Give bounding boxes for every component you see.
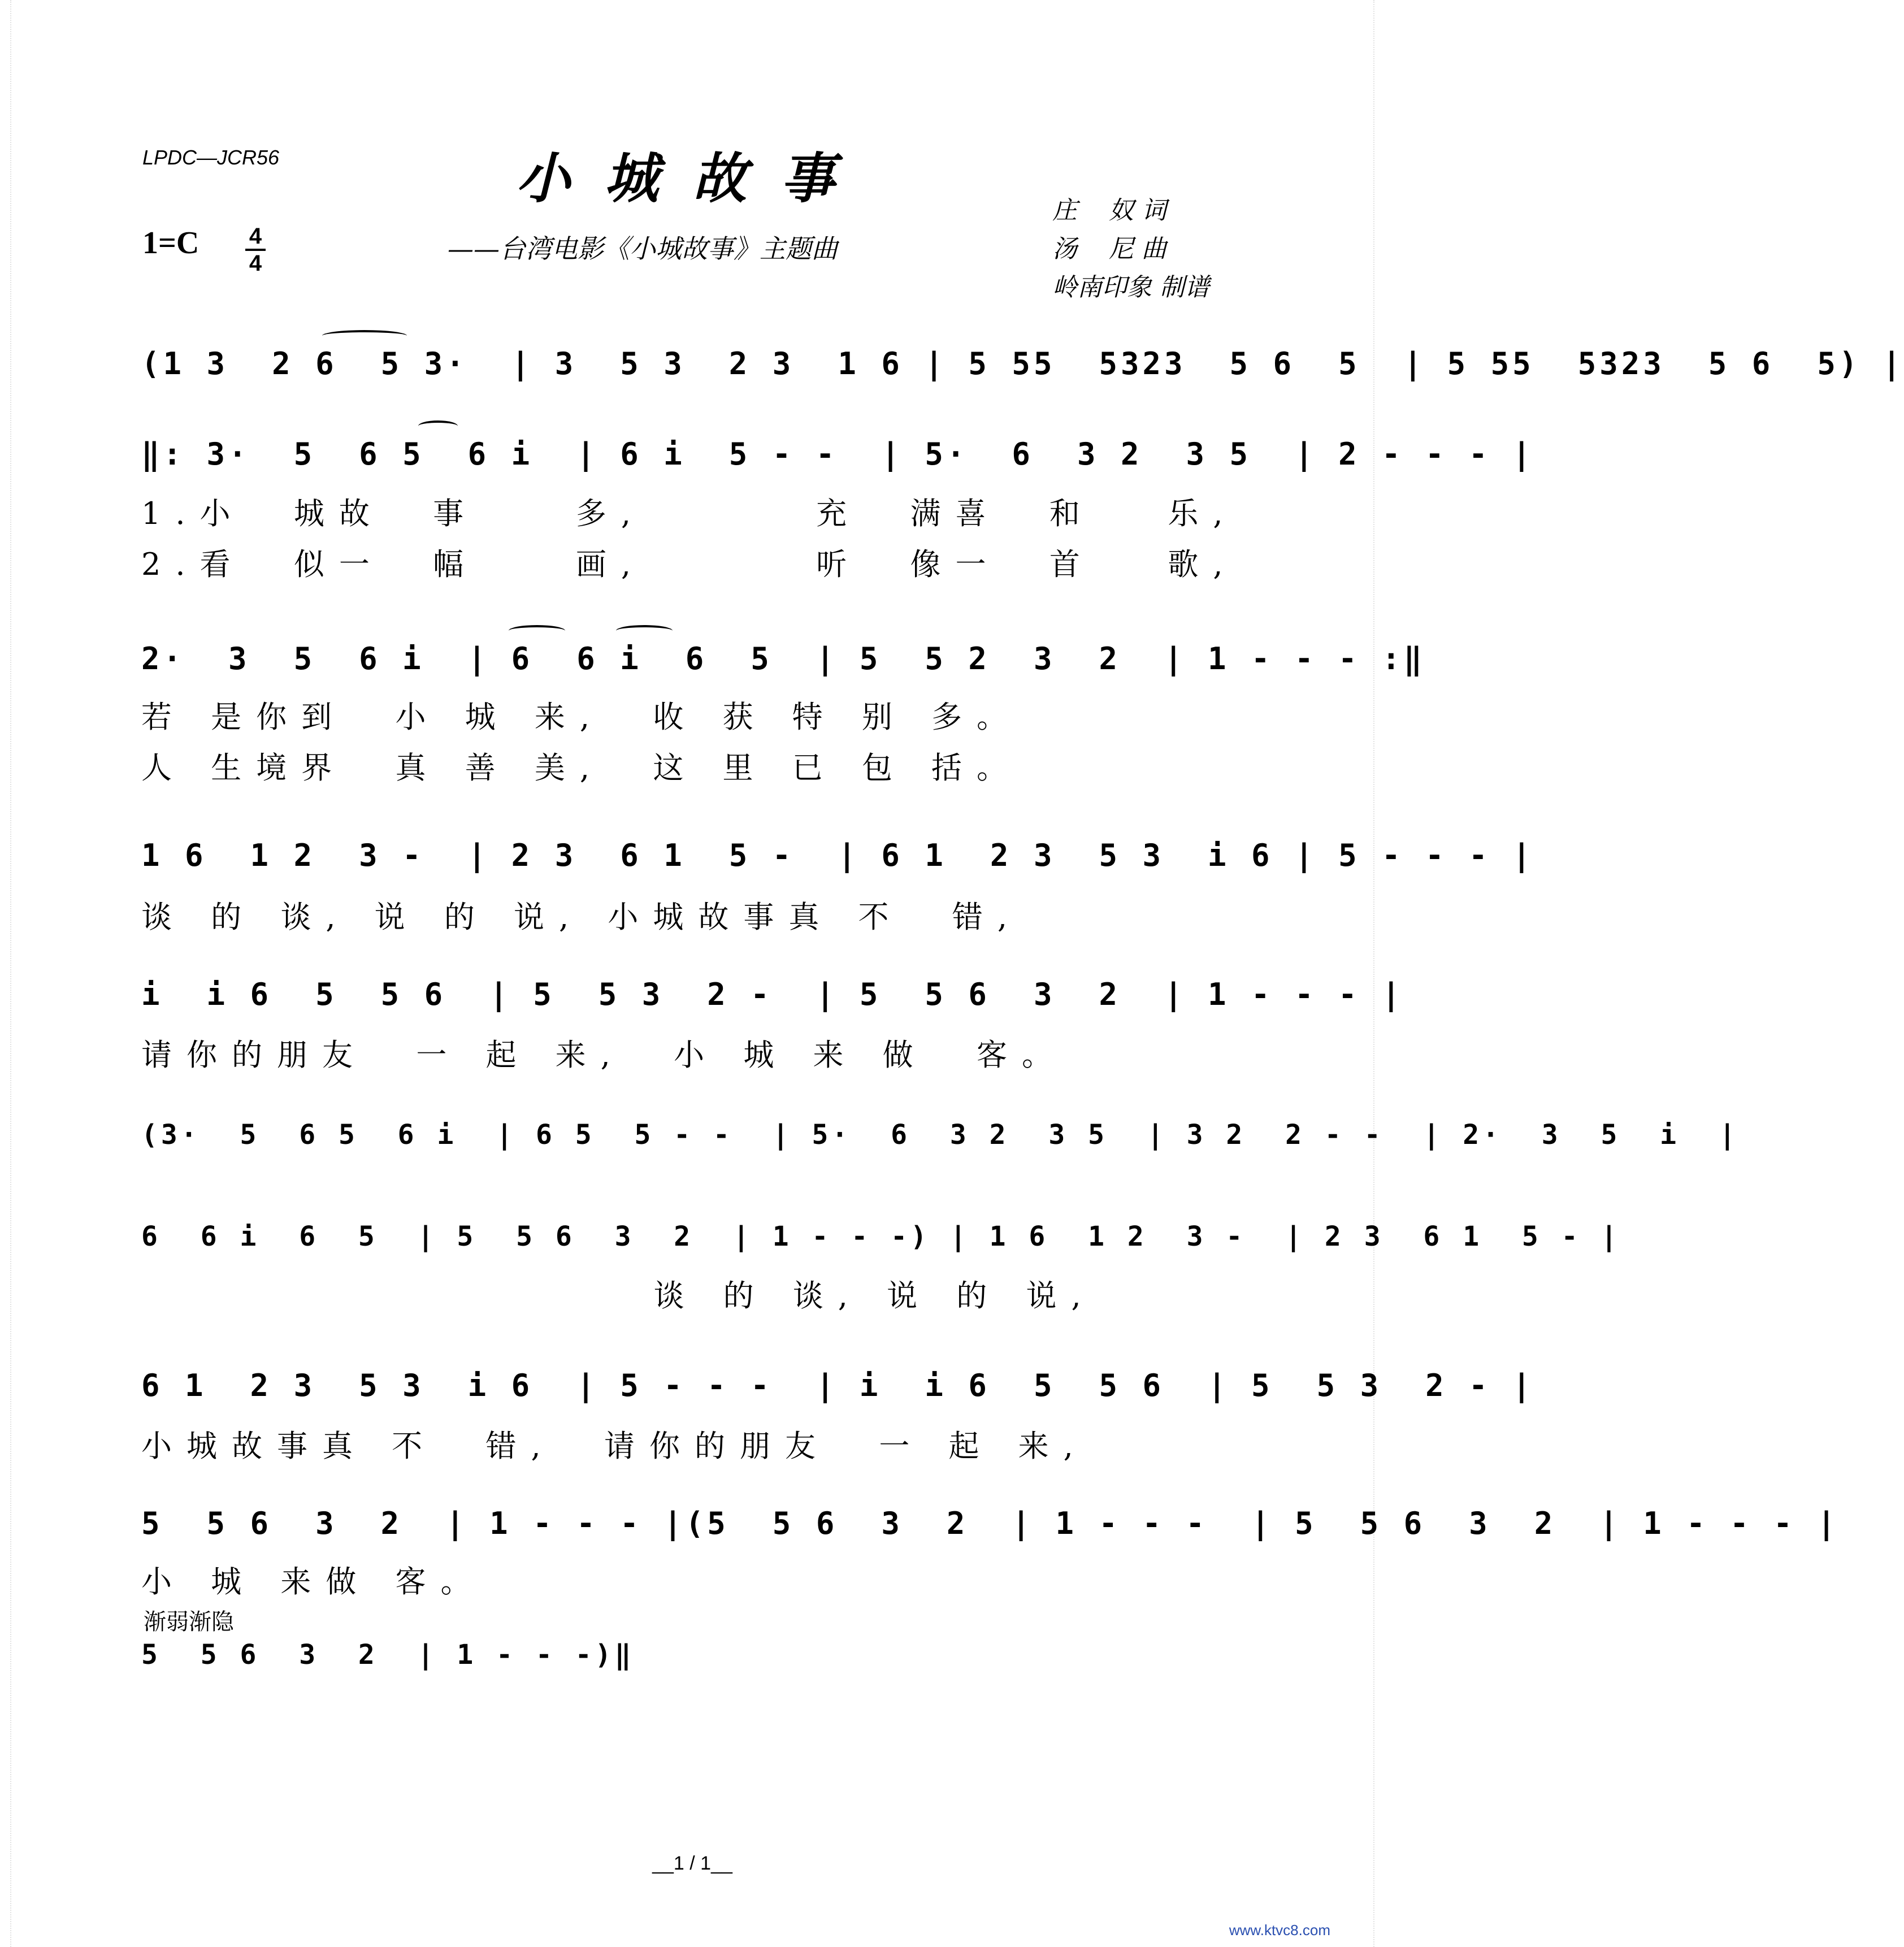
slur-mark [509, 625, 565, 636]
left-margin-strip [0, 0, 11, 1947]
score-system-6: (3· 5 6 5 6 i | 6 5 5 - - | 5· 6 3 2 3 5 | 3 2 2 - - | 2· 3 5 i | [141, 1119, 1739, 1151]
lyric-line-7: 谈 的 谈, 说 的 说, [141, 1278, 1096, 1313]
lyric-line-9: 小 城 来做 客。 [141, 1564, 486, 1599]
dynamics-marking: 渐弱渐隐 [144, 1609, 234, 1635]
slur-mark [322, 330, 407, 341]
slur-mark [418, 420, 458, 432]
lyric-line-3-verse-2: 人 生境界 真 善 美, 这 里 已 包 括。 [141, 750, 1022, 786]
score-system-1: (1 3 2 6 5 3· | 3 5 3 2 3 1 6 | 5 55 5323 5 6 5 | 5 55 5323 5 6 5) | [141, 346, 1904, 381]
composer-credit: 汤 尼 曲 [1052, 235, 1166, 263]
lyric-line-5: 请你的朋友 一 起 来, 小 城 来 做 客。 [141, 1037, 1067, 1073]
slur-mark [616, 625, 673, 636]
site-watermark: www.ktvc8.com [1229, 1922, 1330, 1939]
song-title: 小城故事 [516, 146, 869, 210]
time-signature-top: 4 [249, 224, 262, 249]
lyric-line-2-verse-2: 2.看 似一 幅 画, 听 像一 首 歌, [141, 547, 1238, 582]
score-system-8: 6 1 2 3 5 3 i 6 | 5 - - - | i i 6 5 5 6 | 5 5 3 2 - | [141, 1368, 1534, 1403]
score-system-7: 6 6 i 6 5 | 5 5 6 3 2 | 1 - - -) | 1 6 1 2 3 - | 2 3 6 1 5 - | [141, 1221, 1621, 1252]
lyric-line-4: 谈 的 谈, 说 的 说, 小城故事真 不 错, [141, 899, 1022, 935]
score-system-9: 5 5 6 3 2 | 1 - - - |(5 5 6 3 2 | 1 - - - | 5 5 6 3 2 | 1 - - - | [141, 1506, 1839, 1541]
score-code: LPDC—JCR56 [142, 146, 280, 169]
time-signature-bottom: 4 [249, 251, 262, 276]
score-system-3: 2· 3 5 6 i | 6 6 i 6 5 | 5 5 2 3 2 | 1 - - - :‖ [141, 641, 1426, 677]
score-system-5: i i 6 5 5 6 | 5 5 3 2 - | 5 5 6 3 2 | 1 - - - | [141, 977, 1404, 1012]
right-margin-strip [1373, 0, 1385, 1947]
key-signature: 1=C [142, 226, 199, 261]
lyric-line-8: 小城故事真 不 错, 请你的朋友 一 起 来, [141, 1428, 1088, 1464]
score-system-4: 1 6 1 2 3 - | 2 3 6 1 5 - | 6 1 2 3 5 3 i 6 | 5 - - - | [141, 838, 1534, 873]
lyric-line-2-verse-1: 1.小 城故 事 多, 充 满喜 和 乐, [141, 496, 1238, 531]
subtitle: ——台湾电影《小城故事》主题曲 [448, 233, 838, 264]
time-signature [244, 224, 267, 276]
score-system-10: 5 5 6 3 2 | 1 - - -)‖ [141, 1639, 635, 1671]
arranger-credit: 岭南印象 制谱 [1052, 273, 1209, 302]
score-system-2: ‖: 3· 5 6 5 6 i | 6 i 5 - - | 5· 6 3 2 3 5 | 2 - - - | [141, 436, 1534, 472]
lyric-line-3-verse-1: 若 是你到 小 城 来, 收 获 特 别 多。 [141, 699, 1022, 735]
lyricist-credit: 庄 奴 词 [1052, 196, 1166, 225]
page-number: __1 / 1__ [652, 1853, 732, 1874]
